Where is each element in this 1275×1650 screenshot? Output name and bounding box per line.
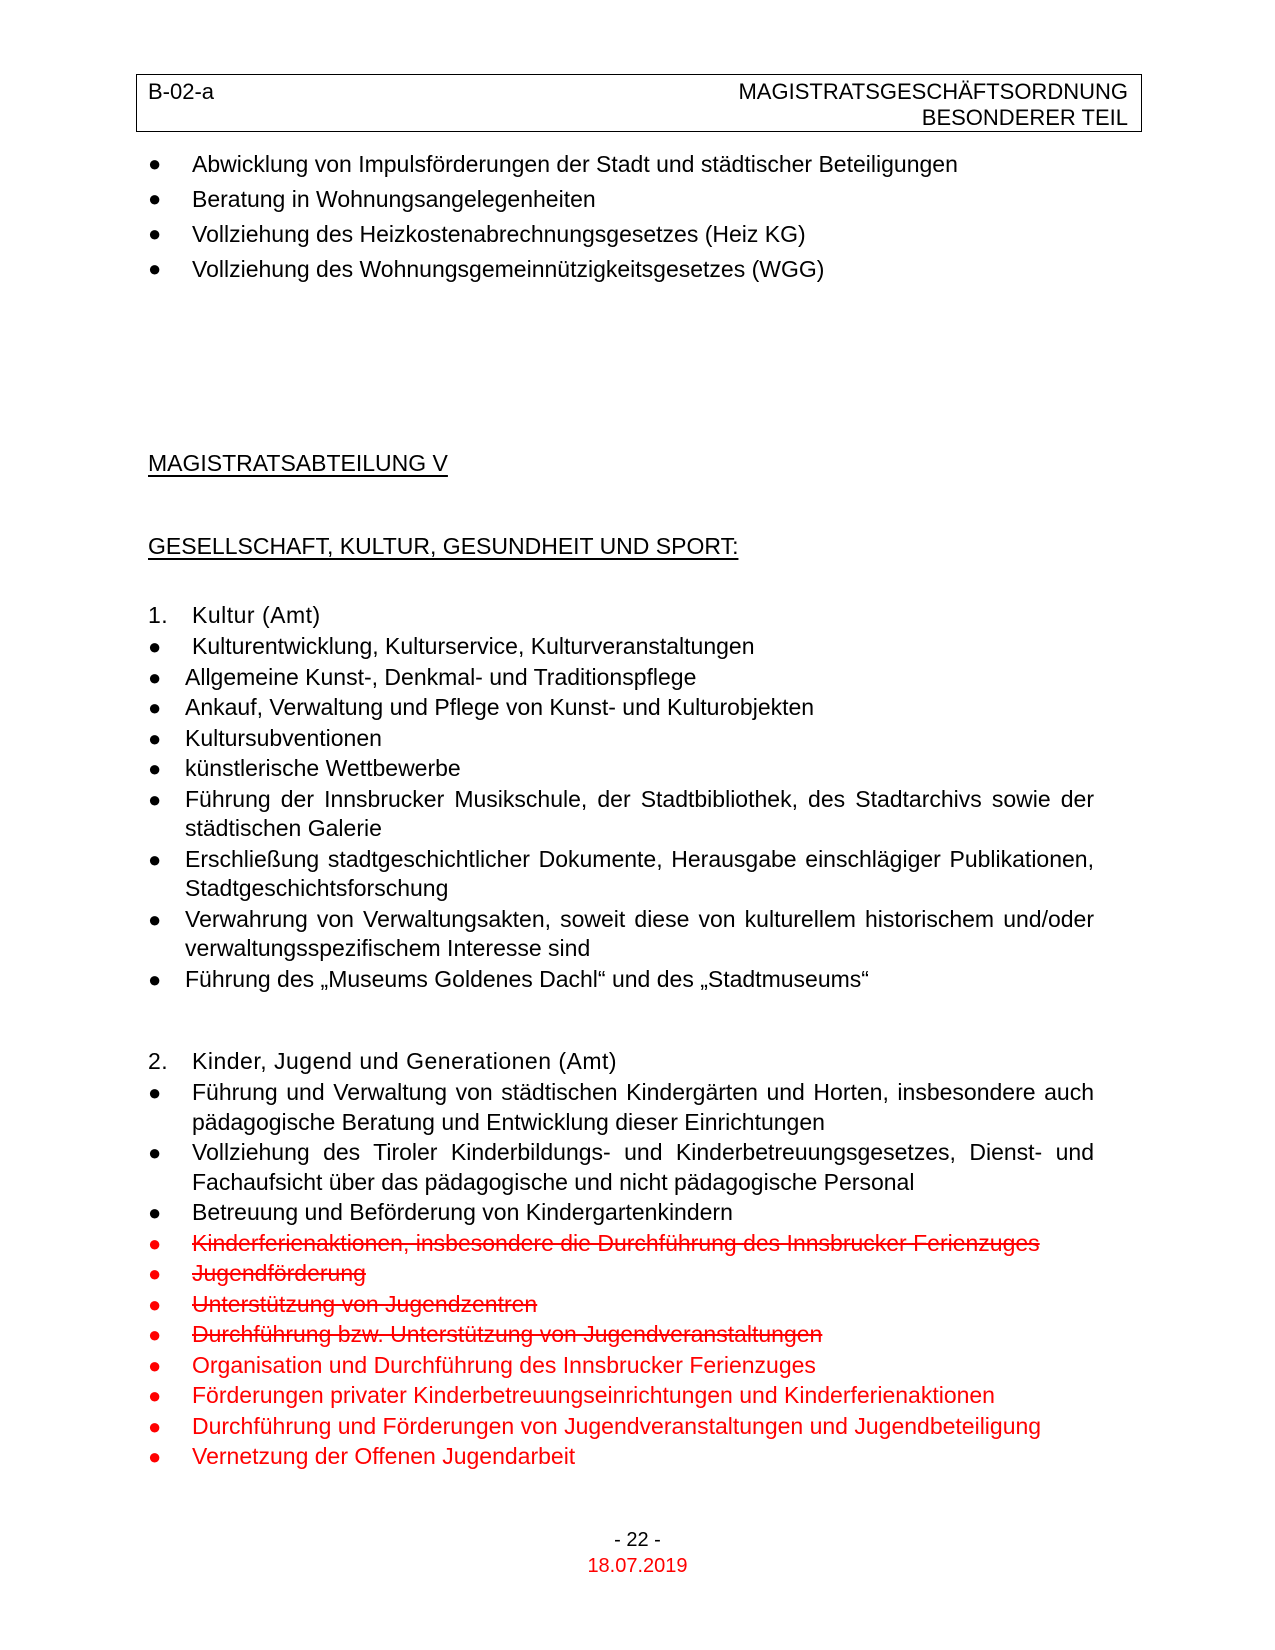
section-2-number: 2. — [148, 1048, 169, 1074]
added-list-item: ● Vernetzung der Offenen Jugendarbeit — [148, 1442, 1094, 1472]
bullet-icon: ● — [148, 1261, 162, 1286]
section-2-title — [148, 1047, 617, 1075]
list-item: ● Führung der Innsbrucker Musikschule, der Stadtbibliothek, des Stadtarchivs sowie der städtischen Galerie — [148, 785, 1094, 841]
department-heading: MAGISTRATSABTEILUNG V — [148, 450, 448, 476]
bullet-icon: ● — [148, 1413, 162, 1439]
section-1-title — [148, 601, 321, 629]
document-code: B-02-a — [148, 79, 215, 104]
list-item: ● Allgemeine Kunst-, Denkmal- und Traditionspflege — [148, 663, 1094, 693]
bullet-icon: ● — [148, 906, 162, 932]
list-item: ● Vollziehung des Heizkostenabrechnungsgesetzes (Heiz KG) — [148, 221, 806, 247]
deleted-list-item: ● Kinderferienaktionen, insbesondere die Durchführung des Innsbrucker Ferienzuges — [148, 1229, 1094, 1259]
bullet-icon: ● — [148, 664, 162, 690]
bullet-icon: ● — [148, 756, 162, 781]
list-item: ● Kultursubventionen — [148, 724, 1094, 754]
list-item: ● Betreuung und Beförderung von Kindergartenkindern — [148, 1198, 1094, 1228]
section-1-label: Kultur (Amt) — [192, 602, 321, 628]
bullet-icon: ● — [148, 846, 162, 872]
bullet-icon: ● — [148, 786, 162, 812]
bullet-icon: ● — [148, 256, 162, 281]
deleted-list-item: ● Unterstützung von Jugendzentren — [148, 1290, 1094, 1320]
document-title-line1: MAGISTRATSGESCHÄFTSORDNUNG — [738, 79, 1128, 104]
list-item: ● Führung und Verwaltung von städtischen Kindergärten und Horten, insbesondere auch pädagogische Beratung und Entwicklung dieser Einrichtungen — [148, 1079, 1094, 1135]
list-item: ● Vollziehung des Wohnungsgemeinnützigkeitsgesetzes (WGG) — [148, 256, 825, 282]
kultur-bullet-list — [148, 632, 1094, 995]
deleted-list-item: ● Durchführung bzw. Unterstützung von Jugendveranstaltungen — [148, 1320, 1094, 1350]
bullet-icon: ● — [148, 1200, 162, 1225]
added-list-item: ● Durchführung und Förderungen von Jugendveranstaltungen und Jugendbeteiligung — [148, 1412, 1094, 1442]
added-list-item: ● Förderungen privater Kinderbetreuungseinrichtungen und Kinderferienaktionen — [148, 1381, 1094, 1411]
section-2-label: Kinder, Jugend und Generationen (Amt) — [192, 1048, 618, 1074]
deleted-list-item: ● Jugendförderung — [148, 1259, 1094, 1289]
section-heading: GESELLSCHAFT, KULTUR, GESUNDHEIT UND SPORT: — [148, 533, 739, 559]
bullet-icon: ● — [148, 1140, 162, 1165]
bullet-icon: ● — [148, 151, 162, 176]
revision-date: 18.07.2019 — [587, 1555, 688, 1577]
top-bullet-list — [148, 149, 1048, 289]
bullet-icon: ● — [148, 1444, 162, 1469]
list-item: ● Beratung in Wohnungsangelegenheiten — [148, 186, 596, 212]
list-item: ● Kulturentwicklung, Kulturservice, Kulturveranstaltungen — [148, 632, 1094, 662]
kinder-bullet-list — [148, 1078, 1094, 1473]
list-item: ● Vollziehung des Tiroler Kinderbildungs- und Kinderbetreuungsgesetzes, Dienst- und Fachaufsicht über das pädagogische und nicht pädagogische Personal — [148, 1139, 1094, 1195]
bullet-icon: ● — [148, 966, 162, 992]
page-number: - 22 - — [614, 1529, 661, 1551]
list-item: ● künstlerische Wettbewerbe — [148, 754, 1094, 784]
bullet-icon: ● — [148, 725, 162, 751]
added-list-item: ● Organisation und Durchführung des Innsbrucker Ferienzuges — [148, 1351, 1094, 1381]
list-item: ● Verwahrung von Verwaltungsakten, soweit diese von kulturellem historischem und/oder verwaltungsspezifischem Interesse sind — [148, 905, 1094, 961]
page-header — [136, 74, 1142, 132]
bullet-icon: ● — [148, 1322, 162, 1347]
bullet-icon: ● — [148, 1291, 162, 1317]
list-item: ● Erschließung stadtgeschichtlicher Dokumente, Herausgabe einschlägiger Publikationen, Stadtgeschichtsforschung — [148, 845, 1094, 901]
document-title-line2: BESONDERER TEIL — [921, 105, 1128, 130]
bullet-icon: ● — [148, 1230, 162, 1256]
list-item: ● Ankauf, Verwaltung und Pflege von Kunst- und Kulturobjekten — [148, 693, 1094, 723]
bullet-icon: ● — [148, 695, 162, 720]
bullet-icon: ● — [148, 221, 162, 246]
list-item: ● Führung des „Museums Goldenes Dachl“ und des „Stadtmuseums“ — [148, 965, 1094, 995]
bullet-icon: ● — [148, 1383, 162, 1408]
document-title — [738, 79, 1128, 131]
section-1-number: 1. — [148, 602, 169, 628]
bullet-icon: ● — [148, 186, 162, 211]
bullet-icon: ● — [148, 1080, 162, 1105]
bullet-icon: ● — [148, 1352, 162, 1378]
list-item: ● Abwicklung von Impulsförderungen der Stadt und städtischer Beteiligungen — [148, 151, 958, 177]
bullet-icon: ● — [148, 634, 162, 659]
